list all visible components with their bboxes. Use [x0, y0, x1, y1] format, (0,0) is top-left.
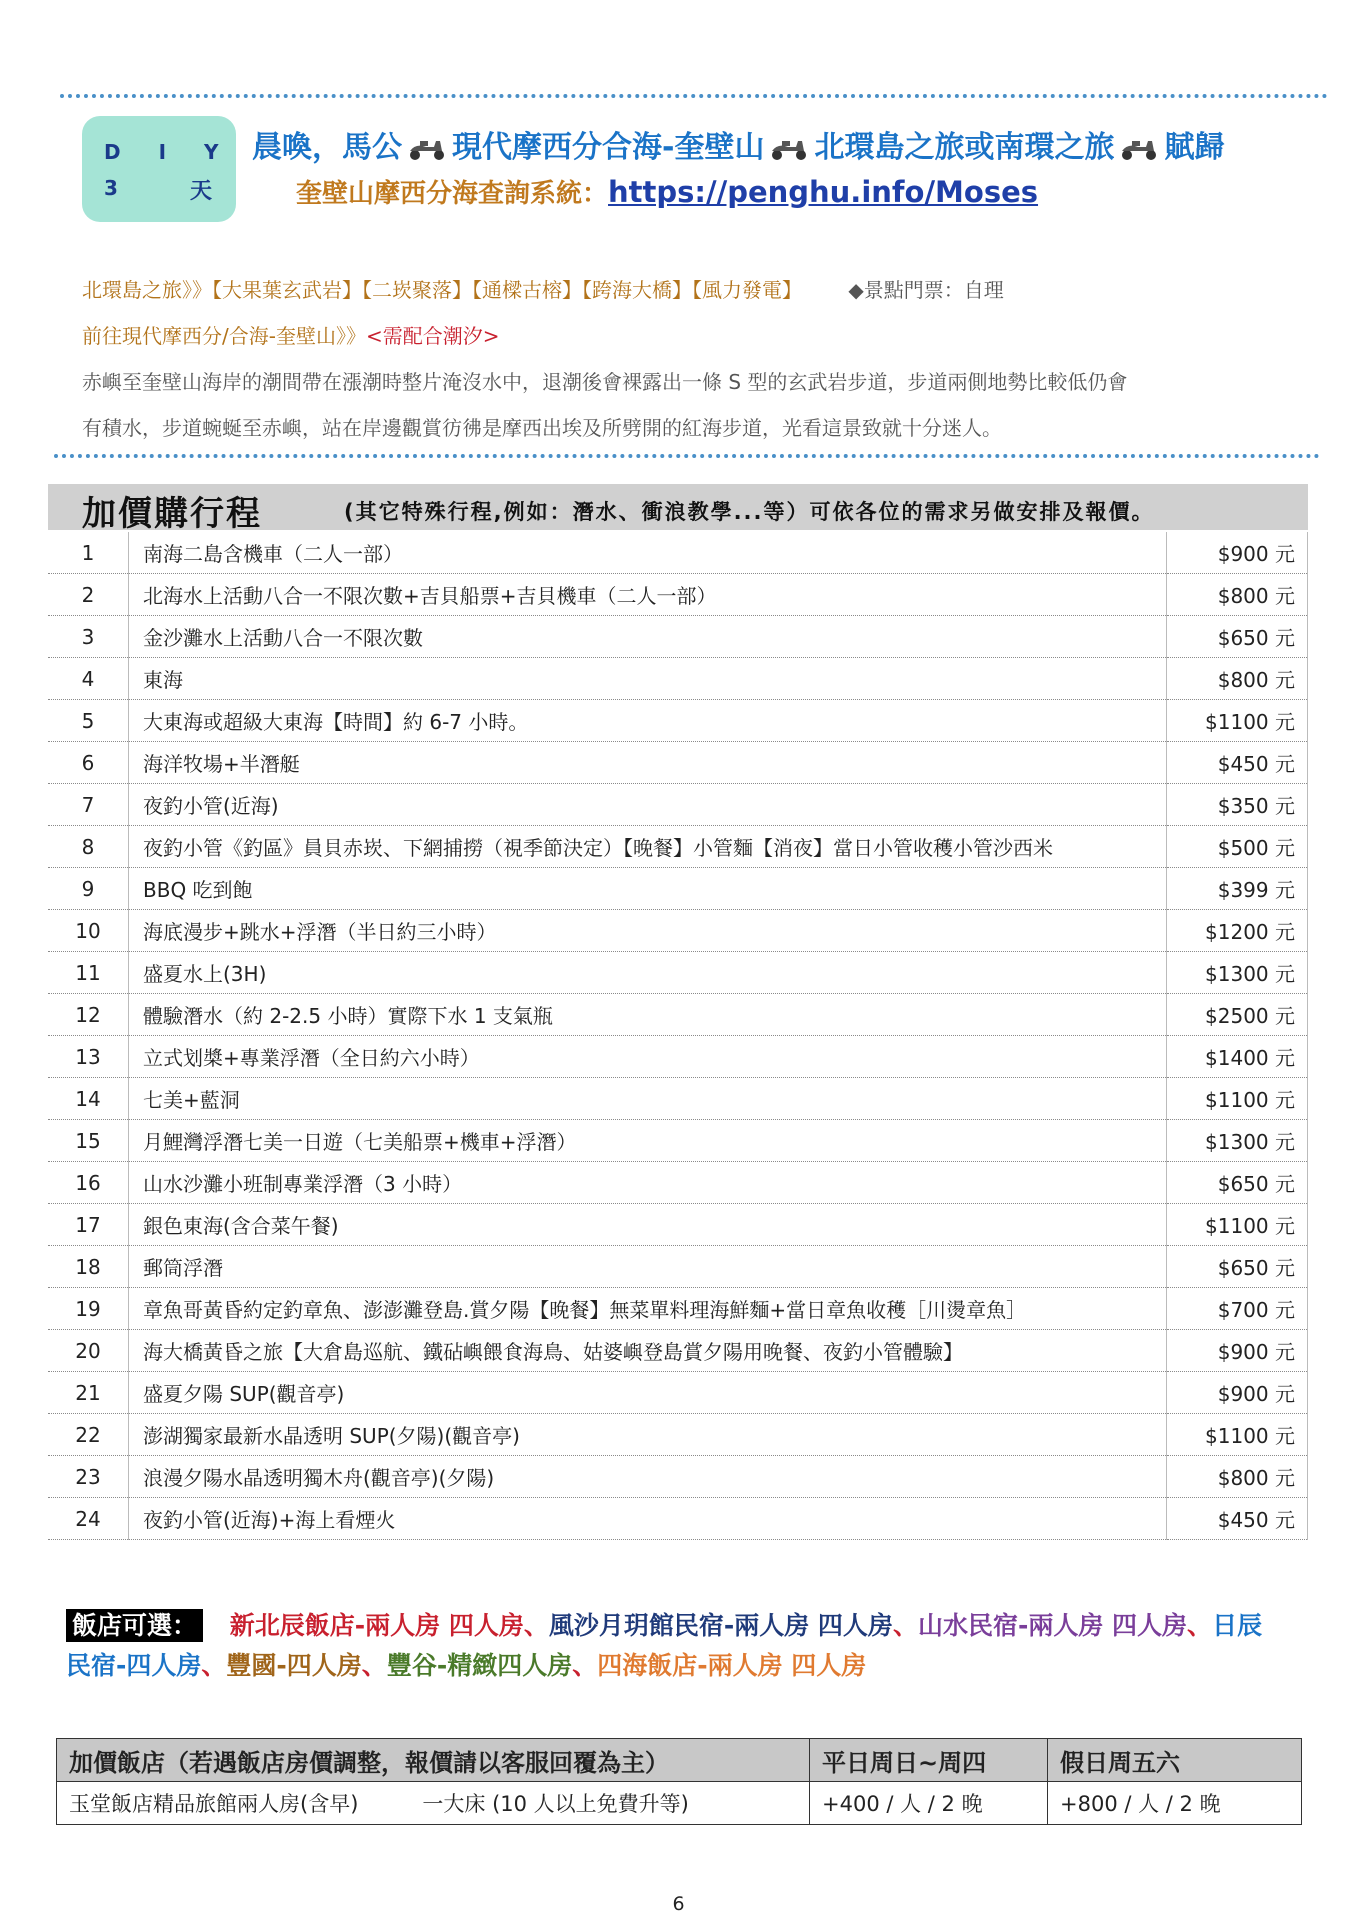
hotel-name	[57, 1782, 810, 1825]
item-price: $1300 元	[1167, 1120, 1308, 1162]
title-part-1: 晨喚，馬公	[252, 130, 402, 165]
item-price: $1100 元	[1167, 1078, 1308, 1120]
item-price: $1200 元	[1167, 910, 1308, 952]
item-price: $650 元	[1167, 1162, 1308, 1204]
hotel-col-header: 加價飯店（若遇飯店房價調整，報價請以客服回覆為主）	[57, 1739, 810, 1782]
moses-query-link[interactable]: https://penghu.info/Moses	[608, 175, 1039, 209]
item-price: $399 元	[1167, 868, 1308, 910]
item-name: 銀色東海(含合菜午餐)	[129, 1204, 1167, 1246]
item-number: 5	[48, 700, 129, 742]
item-number: 12	[48, 994, 129, 1036]
hotel-weekday-price: +400 / 人 / 2 晚	[810, 1782, 1048, 1825]
item-name: 郵筒浮潛	[129, 1246, 1167, 1288]
item-name: 體驗潛水（約 2-2.5 小時）實際下水 1 支氣瓶	[129, 994, 1167, 1036]
item-number: 22	[48, 1414, 129, 1456]
table-row	[48, 574, 1308, 616]
item-name: 金沙灘水上活動八合一不限次數	[129, 616, 1167, 658]
moses-route-text: 前往現代摩西分/合海-奎壁山》》	[82, 324, 366, 348]
hotel-options-label: 飯店可選：	[66, 1609, 203, 1642]
top-dotted-divider	[60, 94, 1328, 98]
title-part-2: 現代摩西分合海-奎壁山	[452, 130, 765, 165]
item-price: $1400 元	[1167, 1036, 1308, 1078]
north-island-route	[82, 274, 1004, 303]
item-number: 7	[48, 784, 129, 826]
hotel-options	[66, 1606, 1276, 1686]
item-name: 夜釣小管《釣區》員貝赤崁、下網捕撈（視季節決定）【晚餐】小管麵【消夜】當日小管收穫小管沙西米	[129, 826, 1167, 868]
moses-description-2: 有積水，步道蜿蜒至赤嶼，站在岸邊觀賞彷彿是摩西出埃及所劈開的紅海步道，光看這景致就十分迷人。	[82, 416, 1002, 440]
table-row	[48, 1246, 1308, 1288]
addon-section-header	[48, 484, 1308, 534]
hotel-row	[57, 1782, 1302, 1825]
table-row	[48, 910, 1308, 952]
item-name: 澎湖獨家最新水晶透明 SUP(夕陽)(觀音亭)	[129, 1414, 1167, 1456]
item-name: 山水沙灘小班制專業浮潛（3 小時）	[129, 1162, 1167, 1204]
item-number: 6	[48, 742, 129, 784]
moses-route	[82, 320, 499, 349]
table-row	[48, 1414, 1308, 1456]
title-part-4: 賦歸	[1164, 130, 1225, 165]
addon-title: 加價購行程	[82, 494, 262, 534]
title-part-3: 北環島之旅或南環之旅	[814, 130, 1115, 165]
hotel-option: 風沙月玥館民宿-兩人房 四人房	[548, 1611, 893, 1640]
item-number: 16	[48, 1162, 129, 1204]
item-price: $800 元	[1167, 574, 1308, 616]
hotel-weekend-price: +800 / 人 / 2 晚	[1048, 1782, 1302, 1825]
hotel-bed-note: 一大床 (10 人以上免費升等)	[422, 1792, 689, 1816]
item-number: 13	[48, 1036, 129, 1078]
item-price: $800 元	[1167, 1456, 1308, 1498]
item-number: 20	[48, 1330, 129, 1372]
hotel-separator: 、	[572, 1651, 598, 1680]
table-row	[48, 1456, 1308, 1498]
table-row	[48, 1372, 1308, 1414]
item-name: 夜釣小管(近海)	[129, 784, 1167, 826]
item-name: 盛夏水上(3H)	[129, 952, 1167, 994]
badge-diy: DIY	[104, 140, 257, 164]
moses-query-label: 奎壁山摩西分海查詢系統：	[296, 179, 609, 209]
item-name: 海大橋黃昏之旅【大倉島巡航、鐵砧嶼餵食海鳥、姑婆嶼登島賞夕陽用晚餐、夜釣小管體驗】	[129, 1330, 1167, 1372]
ticket-note: ◆景點門票：自理	[848, 278, 1004, 302]
item-price: $500 元	[1167, 826, 1308, 868]
item-name: BBQ 吃到飽	[129, 868, 1167, 910]
table-row	[48, 1204, 1308, 1246]
item-price: $450 元	[1167, 742, 1308, 784]
item-number: 1	[48, 532, 129, 574]
addon-table	[48, 532, 1308, 1540]
item-price: $900 元	[1167, 1330, 1308, 1372]
moses-description-1: 赤嶼至奎壁山海岸的潮間帶在漲潮時整片淹沒水中，退潮後會裸露出一條 S 型的玄武岩步道，步道兩側地勢比較低仍會	[82, 370, 1128, 394]
addon-note: (其它特殊行程,例如：潛水、衝浪教學...等）可依各位的需求另做安排及報價。	[344, 500, 1155, 524]
table-row	[48, 952, 1308, 994]
scooter-icon	[768, 137, 810, 161]
table-row	[48, 1120, 1308, 1162]
item-name: 立式划槳+專業浮潛（全日約六小時）	[129, 1036, 1167, 1078]
item-price: $1100 元	[1167, 1204, 1308, 1246]
table-row	[48, 1498, 1308, 1540]
item-name: 七美+藍洞	[129, 1078, 1167, 1120]
item-price: $1300 元	[1167, 952, 1308, 994]
item-number: 11	[48, 952, 129, 994]
table-row	[48, 1330, 1308, 1372]
item-price: $350 元	[1167, 784, 1308, 826]
hotel-option: 山水民宿-兩人房 四人房	[917, 1611, 1188, 1640]
item-name: 南海二島含機車（二人一部）	[129, 532, 1167, 574]
item-number: 8	[48, 826, 129, 868]
hotel-room-name: 玉堂飯店精品旅館兩人房(含早)	[69, 1792, 359, 1816]
item-number: 4	[48, 658, 129, 700]
hotel-separator: 、	[523, 1611, 549, 1640]
item-price: $1100 元	[1167, 1414, 1308, 1456]
diy-3-day-badge	[82, 116, 257, 222]
item-name: 盛夏夕陽 SUP(觀音亭)	[129, 1372, 1167, 1414]
hotel-price-table	[56, 1738, 1302, 1825]
item-name: 浪漫夕陽水晶透明獨木舟(觀音亭)(夕陽)	[129, 1456, 1167, 1498]
hotel-separator: 、	[201, 1651, 227, 1680]
table-row	[48, 826, 1308, 868]
hotel-list	[66, 1611, 1262, 1680]
table-row	[48, 1078, 1308, 1120]
hotel-option: 豐國-四人房	[226, 1651, 362, 1680]
scooter-icon	[406, 137, 448, 161]
table-row	[48, 532, 1308, 574]
mid-dotted-divider	[54, 454, 1320, 458]
item-name: 東海	[129, 658, 1167, 700]
badge-number: 3	[104, 176, 118, 200]
item-number: 2	[48, 574, 129, 616]
scooter-icon	[1118, 137, 1160, 161]
hotel-option: 豐谷-精緻四人房	[386, 1651, 573, 1680]
item-price: $450 元	[1167, 1498, 1308, 1540]
page-number: 6	[672, 1893, 685, 1915]
item-price: $800 元	[1167, 658, 1308, 700]
item-number: 23	[48, 1456, 129, 1498]
item-number: 9	[48, 868, 129, 910]
item-number: 14	[48, 1078, 129, 1120]
table-row	[48, 868, 1308, 910]
item-price: $650 元	[1167, 1246, 1308, 1288]
table-row	[48, 742, 1308, 784]
table-row	[48, 1036, 1308, 1078]
item-name: 海底漫步+跳水+浮潛（半日約三小時）	[129, 910, 1167, 952]
table-row	[48, 658, 1308, 700]
item-name: 月鯉灣浮潛七美一日遊（七美船票+機車+浮潛）	[129, 1120, 1167, 1162]
item-price: $1100 元	[1167, 700, 1308, 742]
item-name: 章魚哥黃昏約定釣章魚、澎澎灘登島.賞夕陽【晚餐】無菜單料理海鮮麵+當日章魚收穫［川燙章魚］	[129, 1288, 1167, 1330]
item-price: $2500 元	[1167, 994, 1308, 1036]
weekend-col-header: 假日周五六	[1048, 1739, 1302, 1782]
hotel-separator: 、	[892, 1611, 918, 1640]
table-row	[48, 994, 1308, 1036]
item-name: 海洋牧場+半潛艇	[129, 742, 1167, 784]
hotel-option: 新北辰飯店-兩人房 四人房	[229, 1611, 524, 1640]
item-number: 17	[48, 1204, 129, 1246]
hotel-option: 日辰民宿-四人房	[66, 1611, 1263, 1680]
item-price: $900 元	[1167, 1372, 1308, 1414]
item-name: 北海水上活動八合一不限次數+吉貝船票+吉貝機車（二人一部）	[129, 574, 1167, 616]
hotel-table-header	[57, 1739, 1302, 1782]
itinerary-title	[252, 126, 1272, 216]
table-row	[48, 700, 1308, 742]
item-price: $650 元	[1167, 616, 1308, 658]
item-number: 10	[48, 910, 129, 952]
table-row	[48, 1162, 1308, 1204]
table-row	[48, 1288, 1308, 1330]
table-row	[48, 784, 1308, 826]
item-number: 3	[48, 616, 129, 658]
tide-note: <需配合潮汐>	[365, 324, 500, 348]
item-number: 18	[48, 1246, 129, 1288]
table-row	[48, 616, 1308, 658]
item-price: $900 元	[1167, 532, 1308, 574]
item-number: 19	[48, 1288, 129, 1330]
north-route-text: 北環島之旅》》【大果葉玄武岩】【二崁聚落】【通樑古榕】【跨海大橋】【風力發電】	[82, 278, 802, 302]
item-price: $700 元	[1167, 1288, 1308, 1330]
hotel-separator: 、	[361, 1651, 387, 1680]
badge-day: 天	[190, 179, 213, 204]
item-name: 夜釣小管(近海)+海上看煙火	[129, 1498, 1167, 1540]
item-number: 21	[48, 1372, 129, 1414]
hotel-option: 四海飯店-兩人房 四人房	[597, 1651, 867, 1680]
item-number: 24	[48, 1498, 129, 1540]
item-name: 大東海或超級大東海【時間】約 6-7 小時。	[129, 700, 1167, 742]
hotel-separator: 、	[1187, 1611, 1213, 1640]
weekday-col-header: 平日周日~周四	[810, 1739, 1048, 1782]
item-number: 15	[48, 1120, 129, 1162]
